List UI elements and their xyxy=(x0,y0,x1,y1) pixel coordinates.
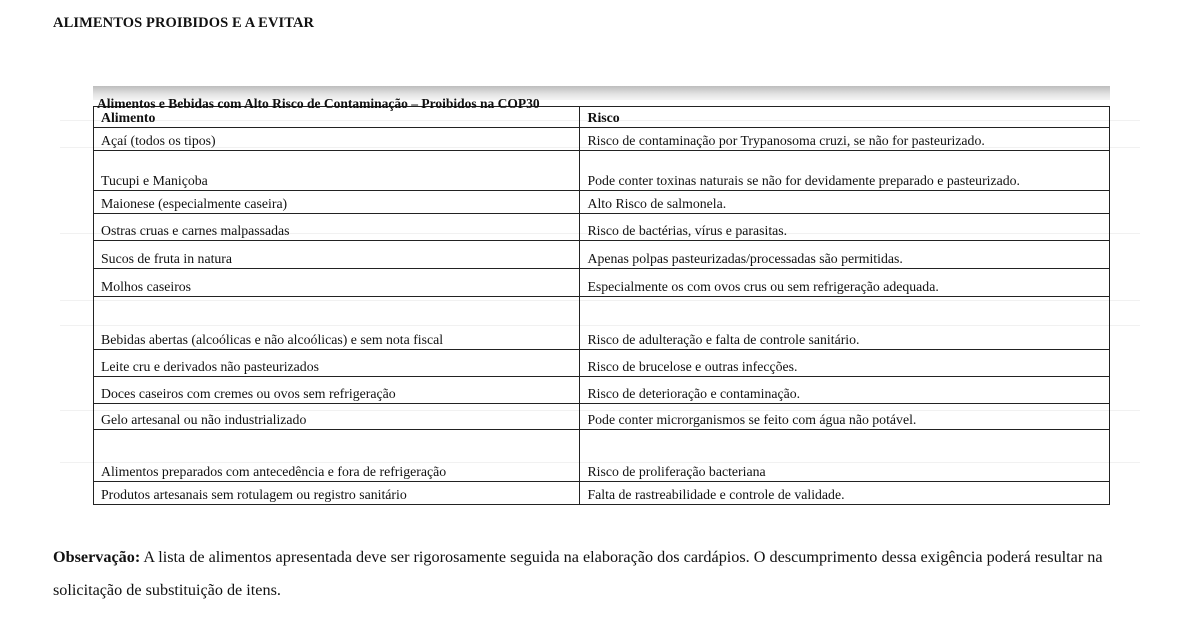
page-heading: ALIMENTOS PROIBIDOS E A EVITAR xyxy=(53,15,315,31)
table-row xyxy=(94,404,1110,430)
table-row xyxy=(94,430,1110,482)
table-row xyxy=(94,128,1110,151)
food-cell: Maionese (especialmente caseira) xyxy=(94,191,580,214)
risk-table-section xyxy=(93,86,1110,505)
risk-cell: Risco de adulteração e falta de controle sanitário. xyxy=(580,297,1110,350)
observation-note xyxy=(53,541,1168,607)
food-cell: Açaí (todos os tipos) xyxy=(94,128,580,151)
risk-table xyxy=(93,106,1110,505)
risk-cell: Risco de contaminação por Trypanosoma cruzi, se não for pasteurizado. xyxy=(580,128,1110,151)
observation-label: Observação: xyxy=(53,548,141,566)
risk-cell: Alto Risco de salmonela. xyxy=(580,191,1110,214)
table-row xyxy=(94,482,1110,505)
column-header-risk: Risco xyxy=(580,107,1110,128)
risk-cell: Apenas polpas pasteurizadas/processadas são permitidas. xyxy=(580,241,1110,269)
food-cell: Doces caseiros com cremes ou ovos sem refrigeração xyxy=(94,377,580,404)
risk-cell: Risco de deterioração e contaminação. xyxy=(580,377,1110,404)
food-cell: Sucos de fruta in natura xyxy=(94,241,580,269)
food-cell: Molhos caseiros xyxy=(94,269,580,297)
table-row xyxy=(94,350,1110,377)
food-cell: Gelo artesanal ou não industrializado xyxy=(94,404,580,430)
food-cell: Bebidas abertas (alcoólicas e não alcoólicas) e sem nota fiscal xyxy=(94,297,580,350)
risk-cell: Risco de bactérias, vírus e parasitas. xyxy=(580,214,1110,241)
risk-cell: Especialmente os com ovos crus ou sem refrigeração adequada. xyxy=(580,269,1110,297)
table-row xyxy=(94,191,1110,214)
risk-cell: Falta de rastreabilidade e controle de validade. xyxy=(580,482,1110,505)
table-row xyxy=(94,241,1110,269)
food-cell: Leite cru e derivados não pasteurizados xyxy=(94,350,580,377)
observation-text: A lista de alimentos apresentada deve ser rigorosamente seguida na elaboração dos cardápios. O descumprimento dessa exigência poderá resultar na solicitação de substituição de itens. xyxy=(53,548,1103,599)
risk-cell: Pode conter toxinas naturais se não for devidamente preparado e pasteurizado. xyxy=(580,151,1110,191)
food-cell: Tucupi e Maniçoba xyxy=(94,151,580,191)
table-row xyxy=(94,151,1110,191)
table-row xyxy=(94,377,1110,404)
column-header-food: Alimento xyxy=(94,107,580,128)
risk-cell: Risco de brucelose e outras infecções. xyxy=(580,350,1110,377)
risk-cell: Pode conter microrganismos se feito com água não potável. xyxy=(580,404,1110,430)
table-caption: Alimentos e Bebidas com Alto Risco de Contaminação – Proibidos na COP30 xyxy=(97,96,540,111)
food-cell: Alimentos preparados com antecedência e fora de refrigeração xyxy=(94,430,580,482)
risk-cell: Risco de proliferação bacteriana xyxy=(580,430,1110,482)
food-cell: Ostras cruas e carnes malpassadas xyxy=(94,214,580,241)
table-row xyxy=(94,214,1110,241)
food-cell: Produtos artesanais sem rotulagem ou registro sanitário xyxy=(94,482,580,505)
table-row xyxy=(94,297,1110,350)
table-row xyxy=(94,269,1110,297)
